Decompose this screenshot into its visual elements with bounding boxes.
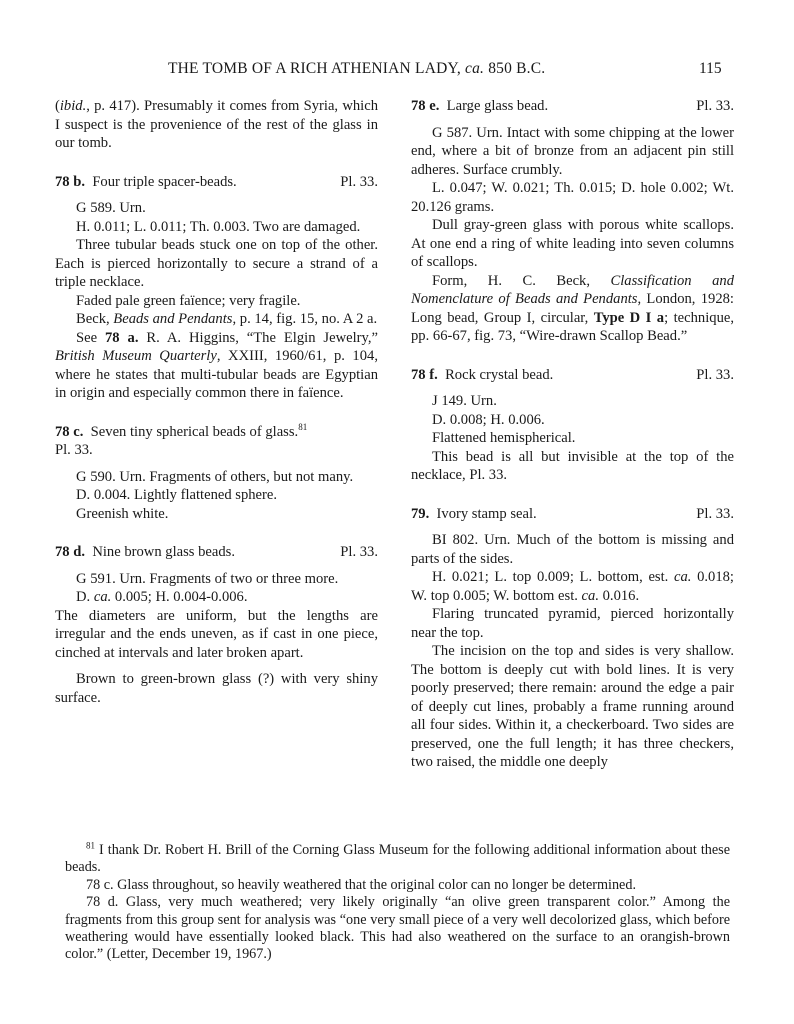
material-line: Brown to green-brown glass (?) with very shiny surface. bbox=[55, 671, 378, 706]
catalog-line: G 589. Urn. bbox=[76, 200, 146, 216]
entry-title: Four triple spacer-beads. bbox=[92, 173, 237, 190]
description-line: Flaring truncated pyramid, pierced horizontally near the top. bbox=[411, 606, 734, 641]
running-header bbox=[0, 60, 794, 86]
entry-title: Large glass bead. bbox=[446, 98, 549, 114]
entry-78c bbox=[55, 423, 378, 524]
running-title: THE TOMB OF A RICH ATHENIAN LADY, ca. 850 B.C. bbox=[168, 60, 546, 77]
entry-number: 78 f. bbox=[411, 366, 438, 383]
plate-reference: Pl. 33. bbox=[696, 366, 734, 383]
entry-heading bbox=[55, 543, 378, 562]
entry-heading bbox=[411, 97, 734, 116]
entry-number: 78 b. bbox=[55, 173, 86, 190]
plate-reference: Pl. 33. bbox=[340, 173, 378, 190]
entry-heading bbox=[411, 505, 734, 524]
entry-number: 79. bbox=[411, 505, 430, 522]
description-line: Three tubular beads stuck one on top of the other. Each is pierced horizontally to secure a strand of a triple necklace. bbox=[55, 237, 378, 290]
entry-heading bbox=[55, 173, 378, 192]
catalog-line: G 591. Urn. Fragments of two or three more. bbox=[76, 570, 339, 587]
page-number: 115 bbox=[699, 60, 722, 77]
entry-heading bbox=[411, 366, 734, 385]
dimensions-line: D. 0.004. Lightly flattened sphere. bbox=[76, 487, 278, 503]
material-line: Greenish white. bbox=[76, 505, 169, 522]
entry-78b bbox=[55, 173, 378, 403]
entry-78e bbox=[411, 97, 734, 346]
description-line: The diameters are uniform, but the lengths are irregular and the ends uneven, as if cast in one piece, cinched at intervals and later broken apart. bbox=[55, 607, 378, 661]
entry-79 bbox=[411, 505, 734, 772]
entry-78d bbox=[55, 543, 378, 707]
entry-heading bbox=[55, 423, 378, 442]
plate-reference: Pl. 33. bbox=[55, 442, 93, 458]
entry-number: 78 c. bbox=[55, 423, 84, 440]
entry-78f bbox=[411, 366, 734, 485]
dimensions-line: D. ca. 0.005; H. 0.004-0.006. bbox=[76, 589, 248, 605]
entry-title: Rock crystal bead. bbox=[445, 366, 554, 383]
catalog-line: G 587. Urn. Intact with some chipping at the lower end, where a bit of bronze from an adjacent pin still adheres. Surface crumbly. bbox=[411, 124, 734, 178]
footnotes bbox=[65, 842, 730, 964]
dimensions-line: H. 0.011; L. 0.011; Th. 0.003. Two are damaged. bbox=[76, 218, 361, 235]
catalog-line: G 590. Urn. Fragments of others, but not many. bbox=[76, 468, 354, 485]
description-line: Flattened hemispherical. bbox=[432, 430, 576, 446]
plate-reference: Pl. 33. bbox=[340, 544, 378, 560]
entry-title: Seven tiny spherical beads of glass. bbox=[90, 423, 299, 440]
dimensions-line: D. 0.008; H. 0.006. bbox=[432, 411, 545, 428]
footnote-marker[interactable]: 81 bbox=[298, 421, 308, 432]
dimensions-line: L. 0.047; W. 0.021; Th. 0.015; D. hole 0.002; Wt. 20.126 grams. bbox=[411, 180, 734, 215]
incision-description: The incision on the top and sides is very shallow. The bottom is deeply cut with bold lines. It is very poorly preserved; there remain: around the edge a pair of deeply cut lines, probably a frame running around all four sides. Within it, a checkerboard. Two sides are preserved, one the full length; it has three checkers, two raised, the middle one deeply bbox=[411, 643, 734, 770]
dimensions-line: H. 0.021; L. top 0.009; L. bottom, est. ca. 0.018; W. top 0.005; W. bottom est. ca. 0.016. bbox=[411, 569, 734, 604]
comparison-line: See 78 a. R. A. Higgins, “The Elgin Jewelry,” British Museum Quarterly, XXIII, 1960/61, p. 104, where he states that multi-tubular beads are Egyptian in origin and especially common there in faïence. bbox=[55, 329, 378, 401]
form-reference-line: Form, H. C. Beck, Classification and Nomenclature of Beads and Pendants, London, 1928: Long bead, Group I, circular, Type D I a; technique, pp. 66-67, fig. 73, “Wire-drawn Scallop Bead.” bbox=[411, 272, 734, 344]
left-column bbox=[55, 97, 378, 707]
plate-reference: Pl. 33. bbox=[696, 505, 734, 522]
entry-title: Nine brown glass beads. bbox=[92, 544, 235, 560]
description-line: Dull gray-green glass with porous white scallops. At one end a ring of white leading into seven columns of scallops. bbox=[411, 217, 734, 270]
entry-number: 78 e. bbox=[411, 98, 440, 114]
right-column bbox=[411, 97, 734, 772]
catalog-line: BI 802. Urn. Much of the bottom is missing and parts of the sides. bbox=[411, 532, 734, 567]
catalog-line: J 149. Urn. bbox=[432, 393, 497, 409]
footnote-number: 81 bbox=[86, 840, 95, 851]
material-line: Faded pale green faïence; very fragile. bbox=[76, 292, 301, 309]
footnote-81: $^{81}$ I thank Dr. Robert H. Brill of the Corning Glass Museum for the following additional information about these beads. bbox=[65, 840, 730, 876]
plate-reference: Pl. 33. bbox=[696, 98, 734, 114]
bibliography-line: Beck, Beads and Pendants, p. 14, fig. 15, no. A 2 a. bbox=[76, 311, 378, 327]
intro-paragraph: (ibid., p. 417). Presumably it comes from Syria, which I suspect is the provenience of the rest of the glass in our tomb. bbox=[55, 98, 378, 151]
note-line: This bead is all but invisible at the top of the necklace, Pl. 33. bbox=[411, 448, 734, 483]
footnote-78c: 78 c. Glass throughout, so heavily weathered that the original color can no longer be determined. bbox=[86, 876, 636, 893]
footnote-78d: 78 d. Glass, very much weathered; very likely originally “an olive green transparent color.” Among the fragments from this group sent for analysis was “one very small piece of a very well decolorized glass, which before weathering would have essentially looked black. This had also weathered on the surface to an orangish-brown color.” (Letter, December 19, 1967.) bbox=[65, 894, 730, 963]
entry-number: 78 d. bbox=[55, 544, 86, 560]
entry-title: Ivory stamp seal. bbox=[436, 505, 537, 522]
